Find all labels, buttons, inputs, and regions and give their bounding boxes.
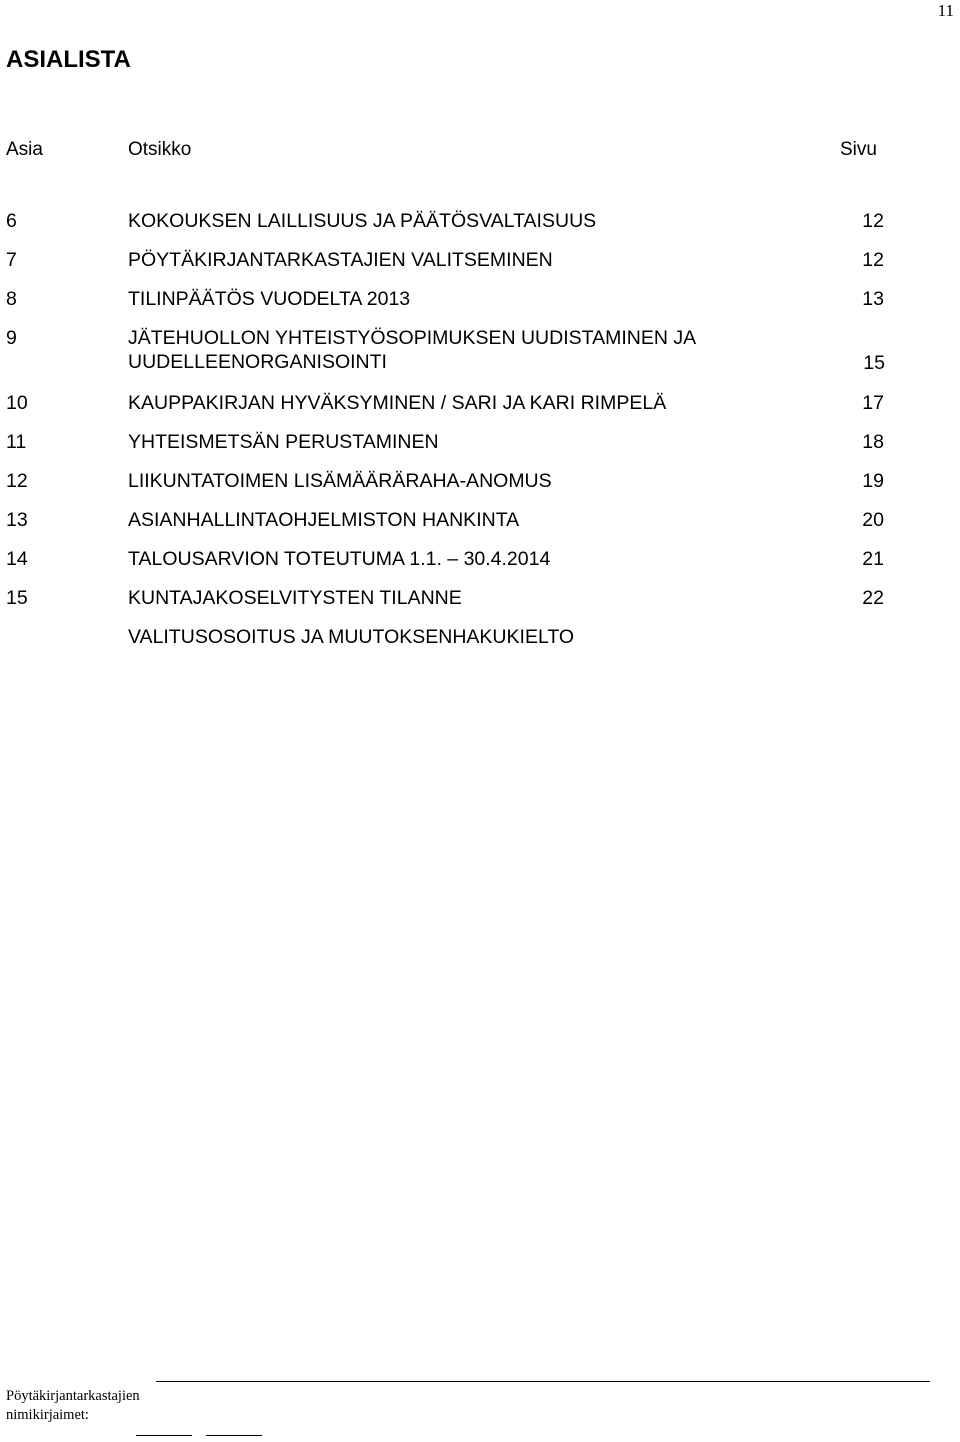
footer-label-line-1: Pöytäkirjantarkastajien — [6, 1388, 140, 1404]
item-title: LIIKUNTATOIMEN LISÄMÄÄRÄRAHA-ANOMUS — [128, 470, 552, 492]
item-page: 17 — [862, 392, 884, 414]
item-page: 15 — [863, 352, 885, 374]
item-page: 20 — [862, 509, 884, 531]
column-header-sivu: Sivu — [840, 139, 877, 160]
item-title: ASIANHALLINTAOHJELMISTON HANKINTA — [128, 509, 520, 531]
column-header-asia: Asia — [6, 139, 43, 160]
item-title: VALITUSOSOITUS JA MUUTOKSENHAKUKIELTO — [128, 626, 575, 648]
item-page: 12 — [862, 249, 884, 271]
footer-divider — [156, 1381, 930, 1382]
agenda-item — [0, 508, 960, 547]
item-page: 19 — [862, 470, 884, 492]
item-number: 6 — [6, 210, 17, 232]
item-page: 21 — [862, 548, 884, 570]
item-title: JÄTEHUOLLON YHTEISTYÖSOPIMUKSEN UUDISTAMINEN JA UUDELLEENORGANISOINTI — [128, 327, 696, 373]
item-number: 10 — [6, 392, 28, 414]
item-number: 15 — [6, 587, 28, 609]
item-number: 14 — [6, 548, 28, 570]
item-number: 7 — [6, 249, 17, 271]
column-headers — [0, 139, 960, 163]
item-number: 8 — [6, 288, 17, 310]
page-number: 11 — [937, 1, 954, 20]
item-page: 18 — [862, 431, 884, 453]
agenda-item — [0, 469, 960, 508]
agenda-item — [0, 625, 960, 664]
agenda-item — [0, 586, 960, 625]
agenda-item — [0, 209, 960, 248]
signature-line — [206, 1435, 262, 1436]
item-number: 13 — [6, 509, 28, 531]
item-page: 13 — [862, 288, 884, 310]
item-title: KOKOUKSEN LAILLISUUS JA PÄÄTÖSVALTAISUUS — [128, 210, 597, 232]
item-title: TILINPÄÄTÖS VUODELTA 2013 — [128, 288, 411, 310]
agenda-item — [0, 287, 960, 326]
item-number: 9 — [6, 327, 17, 349]
agenda-item — [0, 326, 960, 391]
item-number: 12 — [6, 470, 28, 492]
signature-line — [136, 1435, 192, 1436]
footer-label-line-2: nimikirjaimet: — [6, 1407, 89, 1423]
column-header-otsikko: Otsikko — [128, 139, 192, 160]
footer-initials-label — [6, 1387, 140, 1425]
item-page: 22 — [862, 587, 884, 609]
agenda-item — [0, 391, 960, 430]
item-page: 12 — [862, 210, 884, 232]
item-title: YHTEISMETSÄN PERUSTAMINEN — [128, 431, 439, 453]
page-title: ASIALISTA — [6, 46, 131, 73]
agenda-item — [0, 547, 960, 586]
agenda-item — [0, 248, 960, 287]
item-title: KUNTAJAKOSELVITYSTEN TILANNE — [128, 587, 462, 609]
item-title: TALOUSARVION TOTEUTUMA 1.1. – 30.4.2014 — [128, 548, 551, 570]
agenda-list — [0, 209, 960, 664]
item-title: PÖYTÄKIRJANTARKASTAJIEN VALITSEMINEN — [128, 249, 553, 271]
item-title: KAUPPAKIRJAN HYVÄKSYMINEN / SARI JA KARI RIMPELÄ — [128, 392, 667, 414]
item-number: 11 — [6, 431, 27, 453]
agenda-item — [0, 430, 960, 469]
